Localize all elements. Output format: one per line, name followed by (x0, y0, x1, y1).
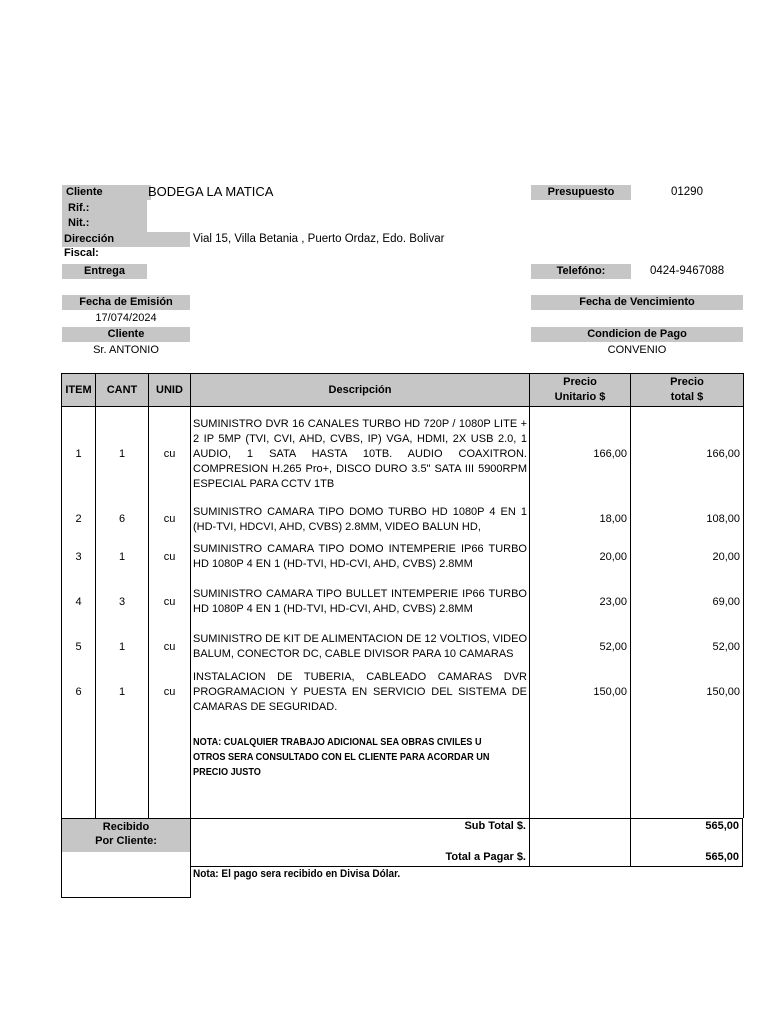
table-row (62, 505, 744, 535)
row-desc: SUMINISTRO DE KIT DE ALIMENTACION DE 12 VOLTIOS, VIDEO BALUM, CONECTOR DC, CABLE DIVISOR PARA 10 CAMARAS (191, 625, 530, 670)
additional-work-note-line1: NOTA: CUALQUIER TRABAJO ADICIONAL SEA OBRAS CIVILES U (193, 736, 482, 748)
recibido-right-border (190, 818, 191, 898)
cliente2-label: Cliente (62, 327, 190, 342)
col-unit-price-line1: Precio (563, 376, 597, 388)
row-desc: SUMINISTRO DVR 16 CANALES TURBO HD 720P / 1080P LITE + 2 IP 5MP (TVI, CVI, AHD, CVBS, IP) VGA, HDMI, 2X USB 2.0, 1 AUDIO, 1 SATA HASTA 10TB. AUDIO COAXITRON. COMPRESION H.265 Pro+, DISCO DURO 3.5" SATA III 5900RPM ESPECIAL PARA CCTV 1TB (191, 417, 530, 493)
spacer-row (62, 493, 744, 505)
table-row (62, 417, 744, 493)
row-unid: cu (149, 505, 191, 535)
direccion-gray-pad (150, 232, 190, 247)
telefono-value: 0424-9467088 (650, 265, 725, 277)
cliente-label: Cliente (62, 185, 151, 200)
row-cant: 1 (96, 417, 149, 493)
row-unit-price: 52,00 (530, 625, 631, 670)
row-desc: INSTALACION DE TUBERIA, CABLEADO CAMARAS DVR PROGRAMACION Y PUESTA EN SERVICIO DEL SISTEMA DE CAMARAS DE SEGURIDAD. (191, 670, 530, 715)
col-item-header: ITEM (62, 374, 96, 407)
fecha-vencimiento-label: Fecha de Vencimiento (531, 295, 743, 310)
condicion-pago-value: CONVENIO (607, 344, 667, 356)
row-item: 2 (62, 505, 96, 535)
row-unit-price: 18,00 (530, 505, 631, 535)
direccion-label: Dirección Fiscal: (62, 232, 152, 247)
total-label: Total a Pagar $. (445, 851, 526, 863)
row-unit-price: 20,00 (530, 535, 631, 580)
additional-work-note-line3: PRECIO JUSTO (193, 766, 261, 778)
nit-label: Nit.: (68, 217, 90, 229)
table-row (62, 625, 744, 670)
row-desc: SUMINISTRO CAMARA TIPO BULLET INTEMPERIE IP66 TURBO HD 1080P 4 EN 1 (HD-TVI, HD-CVI, AHD, CVBS) 2.8MM (191, 580, 530, 625)
row-total-price: 108,00 (631, 505, 744, 535)
row-item: 4 (62, 580, 96, 625)
row-total-price: 150,00 (631, 670, 744, 715)
table-row (62, 535, 744, 580)
totals-divider-1 (529, 818, 530, 867)
fecha-emision-value: 17/074/2024 (95, 312, 157, 324)
row-unid: cu (149, 670, 191, 715)
row-item: 6 (62, 670, 96, 715)
row-item: 5 (62, 625, 96, 670)
presupuesto-label: Presupuesto (531, 185, 631, 200)
row-unid: cu (149, 580, 191, 625)
subtotal-label: Sub Total $. (464, 820, 526, 832)
recibido-bottom-border (61, 897, 191, 898)
entrega-label: Entrega (62, 264, 147, 279)
presupuesto-value: 01290 (671, 186, 703, 198)
row-unit-price: 150,00 (530, 670, 631, 715)
additional-work-note-line2: OTROS SERA CONSULTADO CON EL CLIENTE PARA ACORDAR UN (193, 751, 490, 763)
rif-label: Rif.: (68, 202, 90, 214)
col-total-price-line2: total $ (670, 391, 704, 403)
row-total-price: 52,00 (631, 625, 744, 670)
col-unit-price-line2: Unitario $ (554, 391, 606, 403)
row-unid: cu (149, 535, 191, 580)
recibido-line1: Recibido (102, 821, 150, 833)
fecha-emision-label: Fecha de Emisión (62, 295, 190, 310)
totals-right-border (742, 818, 743, 867)
col-cant-header: CANT (96, 374, 149, 407)
condicion-pago-label: Condicion de Pago (531, 327, 743, 342)
row-desc: SUMINISTRO CAMARA TIPO DOMO TURBO HD 1080P 4 EN 1 (HD-TVI, HDCVI, AHD, CVBS) 2.8MM, VIDEO BALUN HD, (191, 505, 530, 535)
row-cant: 3 (96, 580, 149, 625)
total-value: 565,00 (705, 851, 739, 863)
col-desc-header: Descripción (191, 374, 530, 407)
subtotal-value: 565,00 (705, 820, 739, 832)
col-total-price-line1: Precio (670, 376, 704, 388)
payment-note: Nota: El pago sera recibido en Divisa Dólar. (193, 868, 401, 880)
row-unid: cu (149, 417, 191, 493)
cliente2-value: Sr. ANTONIO (93, 344, 159, 356)
row-cant: 1 (96, 625, 149, 670)
spacer-row (62, 407, 744, 417)
row-cant: 6 (96, 505, 149, 535)
table-header-row (62, 374, 744, 407)
note-row (62, 715, 744, 818)
row-cant: 1 (96, 535, 149, 580)
row-total-price: 166,00 (631, 417, 744, 493)
row-total-price: 20,00 (631, 535, 744, 580)
recibido-line2: Por Cliente: (95, 835, 157, 847)
table-row (62, 670, 744, 715)
col-unit-price-header (530, 374, 631, 407)
cliente-value: BODEGA LA MATICA (148, 184, 274, 199)
row-item: 1 (62, 417, 96, 493)
row-total-price: 69,00 (631, 580, 744, 625)
telefono-label: Telefóno: (531, 264, 631, 279)
row-unit-price: 166,00 (530, 417, 631, 493)
row-desc: SUMINISTRO CAMARA TIPO DOMO INTEMPERIE IP66 TURBO HD 1080P 4 EN 1 (HD-TVI, HD-CVI, AHD, CVBS) 2.8MM (191, 535, 530, 580)
recibido-label (62, 819, 190, 852)
row-unid: cu (149, 625, 191, 670)
col-total-price-header (631, 374, 744, 407)
table-row (62, 580, 744, 625)
direccion-value: Vial 15, Villa Betania , Puerto Ordaz, Edo. Bolivar (193, 233, 445, 245)
row-cant: 1 (96, 670, 149, 715)
items-table (61, 373, 744, 818)
row-item: 3 (62, 535, 96, 580)
col-unid-header: UNID (149, 374, 191, 407)
row-unit-price: 23,00 (530, 580, 631, 625)
